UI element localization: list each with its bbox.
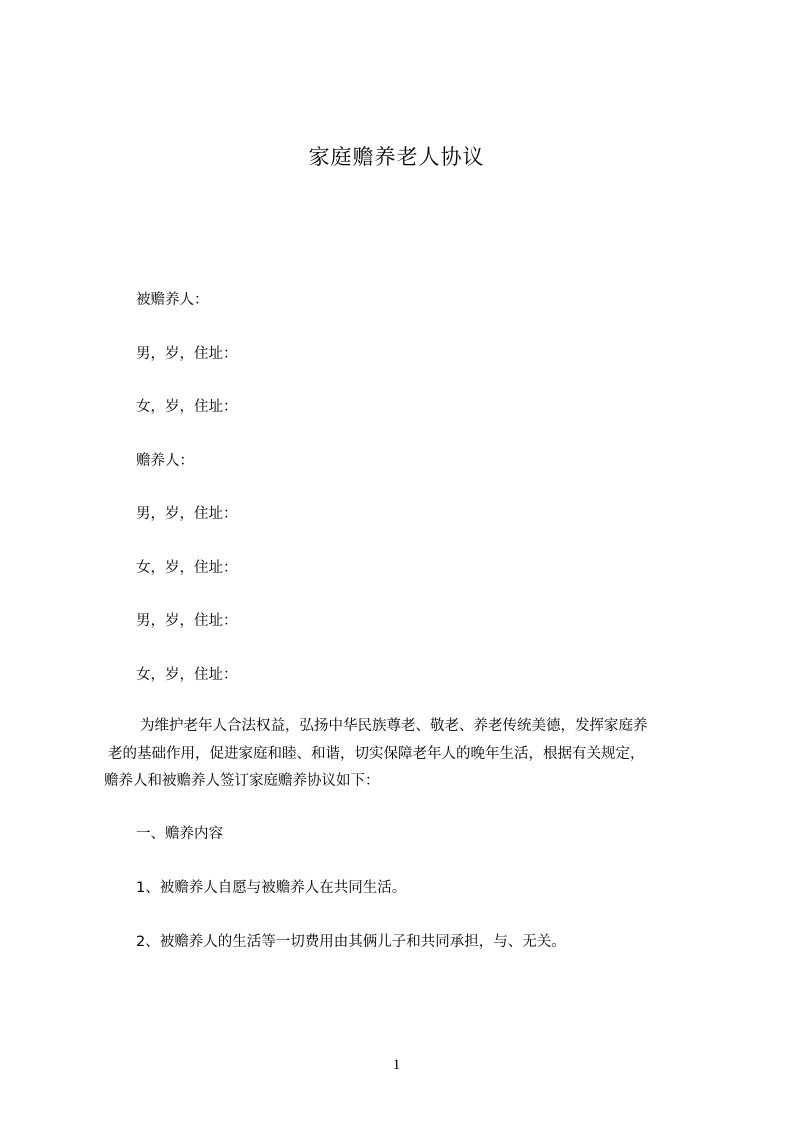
preamble-line: 老的基础作用，促进家庭和睦、和谐，切实保障老年人的晚年生活，根据有关规定， xyxy=(108,746,645,762)
supported-party-label: 被赡养人： xyxy=(136,292,209,308)
supporter-party-male-2: 男，岁，住址： xyxy=(136,613,238,629)
preamble-line: 为维护老年人合法权益，弘扬中华民族尊老、敬老、养老传统美德，发挥家庭养 xyxy=(140,718,648,734)
supporter-party-male-1: 男，岁，住址： xyxy=(136,506,238,522)
page-number: 1 xyxy=(392,1057,401,1073)
section-item: 1、被赡养人自愿与被赡养人在共同生活。 xyxy=(136,880,407,896)
supporter-party-female-1: 女，岁，住址： xyxy=(136,560,238,576)
preamble-line: 赡养人和被赡养人签订家庭赡养协议如下： xyxy=(104,773,380,789)
supporter-party-label: 赡养人： xyxy=(136,453,194,469)
supported-party-male: 男，岁，住址： xyxy=(136,346,238,362)
supporter-party-female-2: 女，岁，住址： xyxy=(136,667,238,683)
supported-party-female: 女，岁，住址： xyxy=(136,399,238,415)
document-title: 家庭赡养老人协议 xyxy=(308,145,485,169)
section-item: 2、被赡养人的生活等一切费用由其俩儿子和共同承担，与、无关。 xyxy=(136,934,566,950)
section-heading: 一、赡养内容 xyxy=(136,826,223,842)
preamble-paragraph xyxy=(104,716,719,796)
